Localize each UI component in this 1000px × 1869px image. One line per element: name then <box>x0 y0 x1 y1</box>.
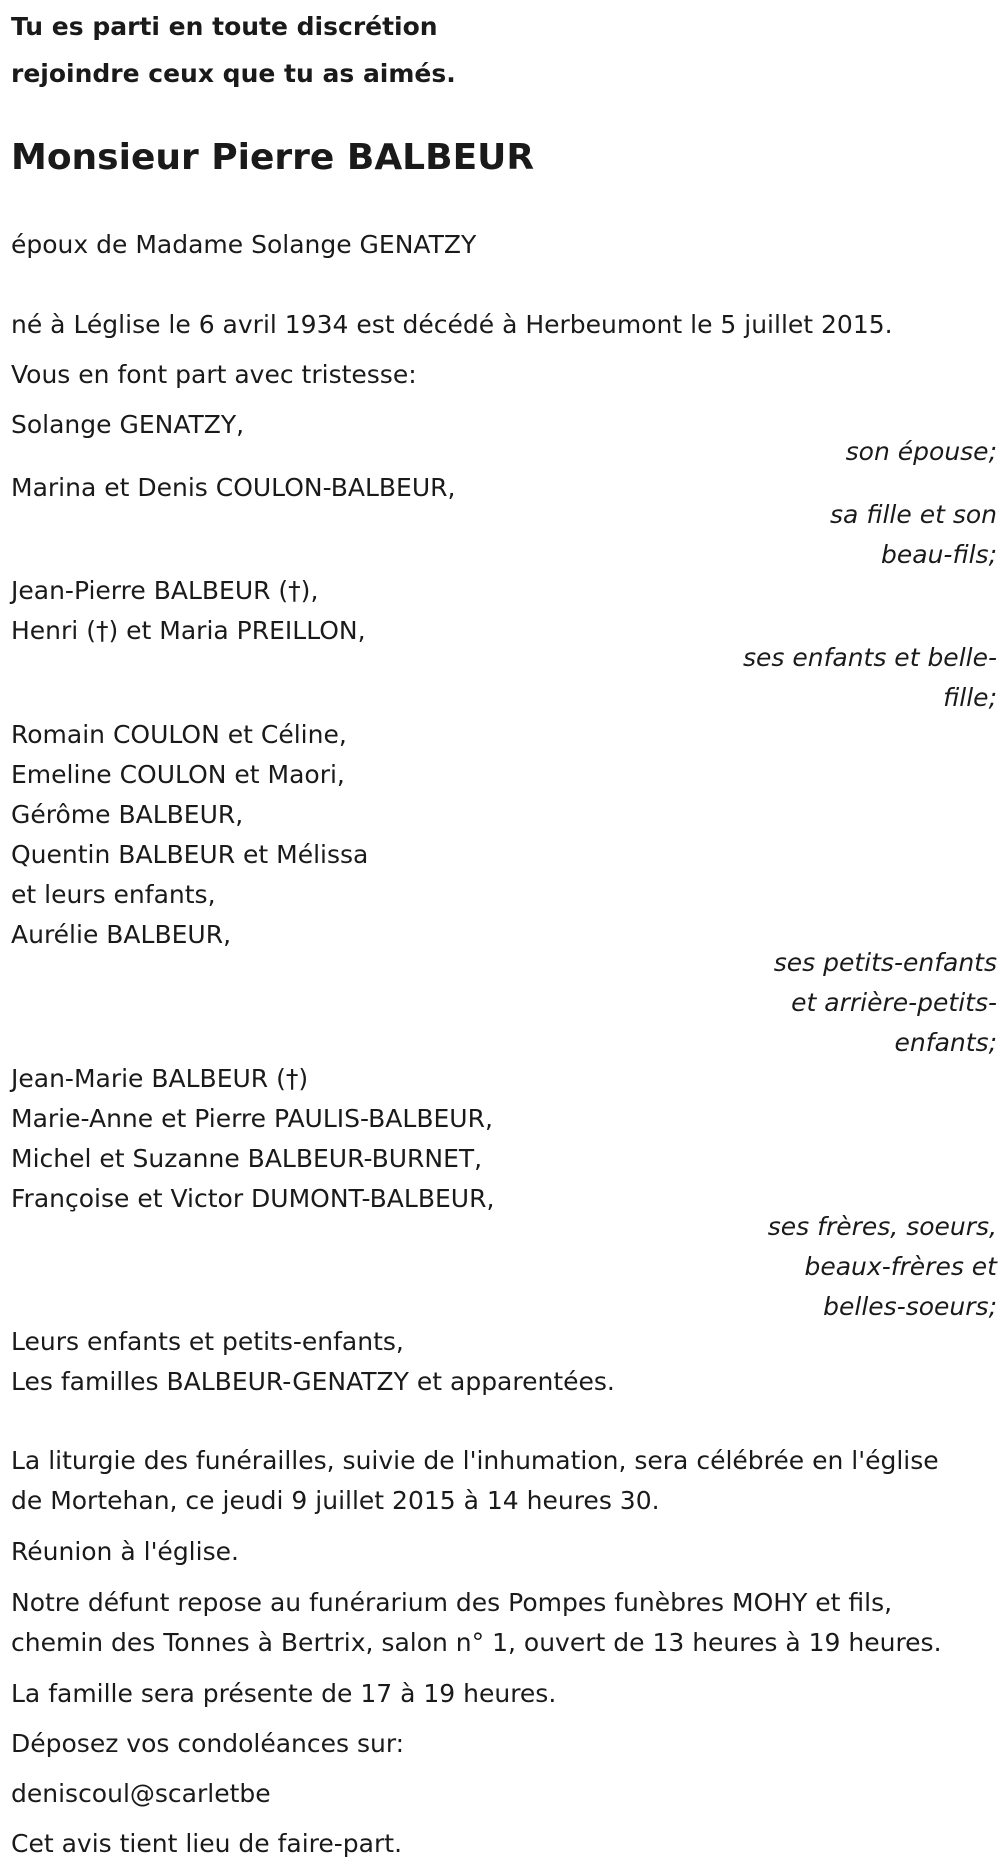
condolences-email: deniscoul@scarletbe <box>11 1779 271 1808</box>
dates-line: né à Léglise le 6 avril 1934 est décédé à Herbeumont le 5 juillet 2015. <box>11 310 893 339</box>
repose-line: Notre défunt repose au funérarium des Pompes funèbres MOHY et fils, <box>11 1588 893 1617</box>
family-name: Quentin BALBEUR et Mélissa <box>11 840 369 869</box>
family-role: son épouse; <box>845 437 997 466</box>
repose-line: chemin des Tonnes à Bertrix, salon n° 1, ouvert de 13 heures à 19 heures. <box>11 1628 942 1657</box>
family-name: Emeline COULON et Maori, <box>11 760 345 789</box>
family-role: enfants; <box>894 1028 997 1057</box>
family-name: Jean-Pierre BALBEUR (†), <box>11 576 319 605</box>
meeting-line: Réunion à l'église. <box>11 1537 239 1566</box>
family-name: Gérôme BALBEUR, <box>11 800 244 829</box>
family-name: Romain COULON et Céline, <box>11 720 347 749</box>
announce-line: Vous en font part avec tristesse: <box>11 360 417 389</box>
family-name: et leurs enfants, <box>11 880 216 909</box>
family-name: Henri (†) et Maria PREILLON, <box>11 616 366 645</box>
family-name: Marina et Denis COULON-BALBEUR, <box>11 473 456 502</box>
presence-line: La famille sera présente de 17 à 19 heures. <box>11 1679 557 1708</box>
families-line: Leurs enfants et petits-enfants, <box>11 1327 404 1356</box>
epigraph-line-1: Tu es parti en toute discrétion <box>11 12 438 41</box>
family-name: Solange GENATZY, <box>11 410 245 439</box>
family-role: ses petits-enfants <box>773 948 997 977</box>
family-role: ses enfants et belle- <box>742 643 997 672</box>
family-name: Aurélie BALBEUR, <box>11 920 232 949</box>
ceremony-line: La liturgie des funérailles, suivie de l'inhumation, sera célébrée en l'église <box>11 1446 939 1475</box>
family-role: et arrière-petits- <box>791 988 997 1017</box>
family-role: beaux-frères et <box>804 1252 997 1281</box>
spouse-line: époux de Madame Solange GENATZY <box>11 230 477 259</box>
family-name: Jean-Marie BALBEUR (†) <box>11 1064 309 1093</box>
family-role: ses frères, soeurs, <box>767 1212 997 1241</box>
epigraph-line-2: rejoindre ceux que tu as aimés. <box>11 59 456 88</box>
condolences-line: Déposez vos condoléances sur: <box>11 1729 405 1758</box>
family-role: belles-soeurs; <box>823 1292 997 1321</box>
ceremony-line: de Mortehan, ce jeudi 9 juillet 2015 à 14 heures 30. <box>11 1486 660 1515</box>
family-role: sa fille et son <box>830 500 997 529</box>
deceased-name: Monsieur Pierre BALBEUR <box>11 137 535 178</box>
family-role: beau-fils; <box>881 540 997 569</box>
family-name: Marie-Anne et Pierre PAULIS-BALBEUR, <box>11 1104 493 1133</box>
families-line: Les familles BALBEUR-GENATZY et apparentées. <box>11 1367 615 1396</box>
family-role: fille; <box>943 683 997 712</box>
family-name: Françoise et Victor DUMONT-BALBEUR, <box>11 1184 495 1213</box>
closing-line: Cet avis tient lieu de faire-part. <box>11 1829 403 1858</box>
family-name: Michel et Suzanne BALBEUR-BURNET, <box>11 1144 483 1173</box>
